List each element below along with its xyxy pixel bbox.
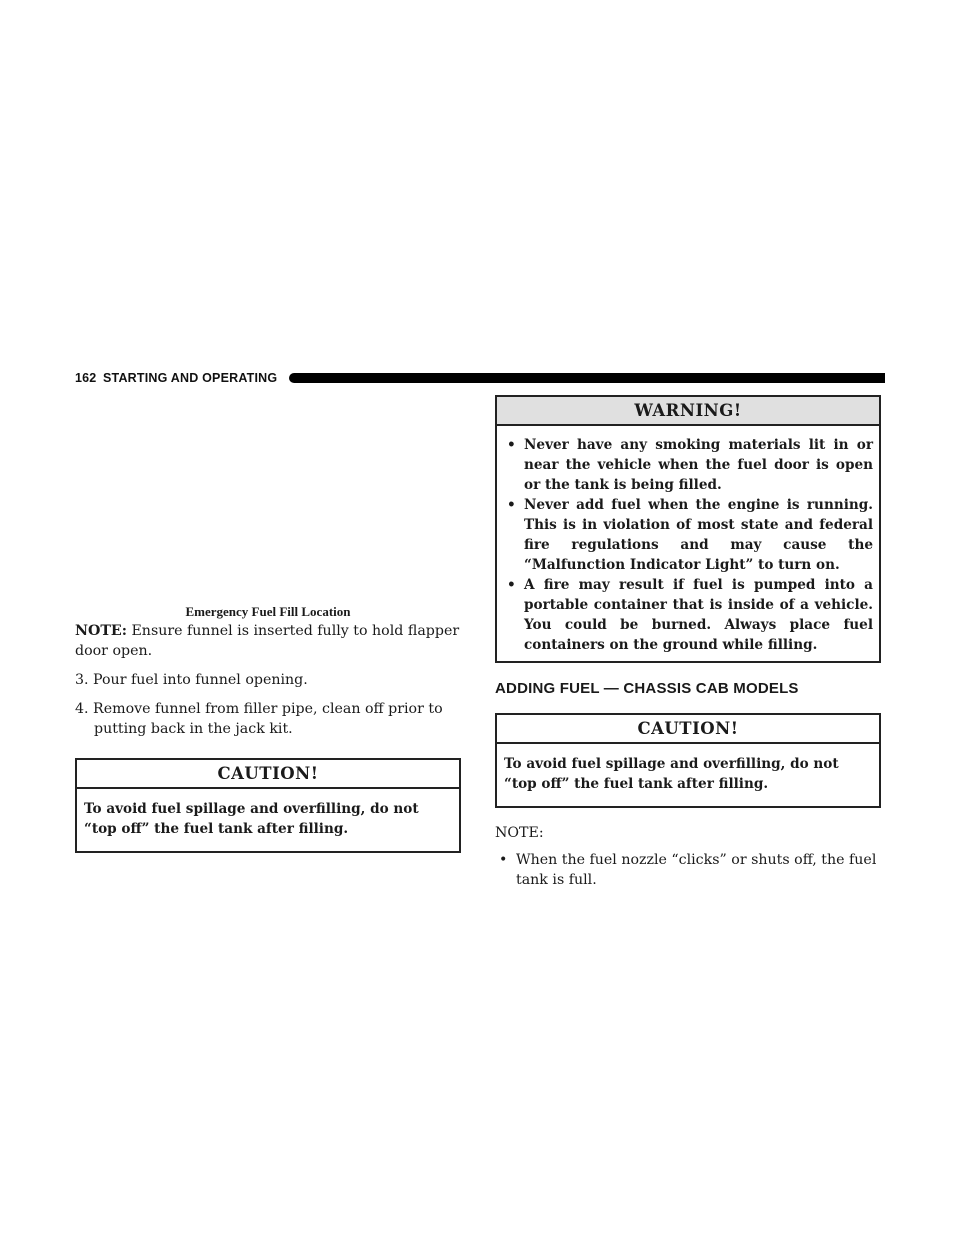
figure-emergency-fuel-fill: [75, 395, 461, 620]
bullet-icon: •: [507, 497, 516, 513]
caution-box-right: [495, 713, 881, 808]
warning-item-text: Never have any smoking materials lit in or near the vehicle when the fuel door is open or the tank is being filled.: [524, 437, 873, 493]
caution-title-left: CAUTION!: [77, 760, 459, 789]
note-label: NOTE:: [75, 623, 127, 639]
warning-item: [503, 435, 873, 495]
figure-caption: Emergency Fuel Fill Location: [185, 604, 351, 619]
right-column: [495, 395, 881, 890]
step-3: 3. Pour fuel into funnel opening.: [75, 672, 308, 688]
caution-text-left: To avoid fuel spillage and overfilling, do not “top off” the fuel tank after filling.: [84, 801, 419, 837]
left-column: [75, 395, 461, 853]
note-paragraph: [75, 621, 461, 661]
bullet-icon: •: [507, 577, 516, 593]
warning-title: WARNING!: [497, 397, 879, 426]
caution-box-left: [75, 758, 461, 853]
note-item-text: When the fuel nozzle “clicks” or shuts off, the fuel tank is full.: [516, 852, 877, 888]
warning-box: [495, 395, 881, 663]
note-text: Ensure funnel is inserted fully to hold flapper door open.: [75, 623, 460, 659]
page-header: [75, 371, 885, 385]
warning-list: [497, 426, 879, 661]
caution-text-right: To avoid fuel spillage and overfilling, do not “top off” the fuel tank after filling.: [504, 756, 839, 792]
warning-item-text: Never add fuel when the engine is running. This is in violation of most state and federal fire regulations and may cause the “Malfunction Indicator Light” to turn on.: [524, 497, 873, 573]
warning-item: [503, 495, 873, 575]
warning-item: [503, 575, 873, 655]
note-item: [495, 850, 881, 890]
note-label-right: NOTE:: [495, 825, 544, 841]
step-4: 4. Remove funnel from filler pipe, clean off prior to putting back in the jack kit.: [75, 701, 443, 737]
bullet-icon: •: [507, 437, 516, 453]
bullet-icon: •: [499, 852, 508, 868]
page-number: 162: [75, 371, 97, 385]
caution-title-right: CAUTION!: [497, 715, 879, 744]
section-heading: ADDING FUEL — CHASSIS CAB MODELS: [495, 680, 799, 697]
header-rule: [289, 373, 885, 383]
warning-item-text: A fire may result if fuel is pumped into a portable container that is inside of a vehicle. You could be burned. Always place fuel containers on the ground while filling.: [524, 577, 873, 653]
section-title: STARTING AND OPERATING: [103, 371, 278, 385]
